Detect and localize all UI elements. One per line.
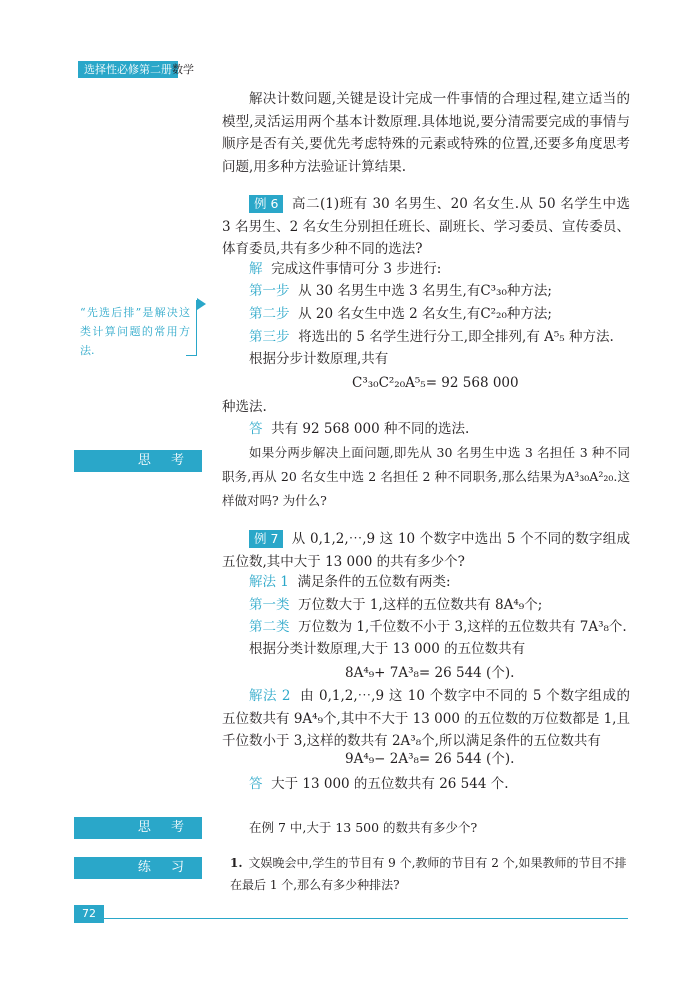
example-7-text: 从 0,1,2,⋯,9 这 10 个数字中选出 5 个不同的数字组成五位数,其中大于 13 000 的共有多少个? (222, 531, 630, 570)
think-1-text: 如果分两步解决上面问题,即先从 30 名男生中选 3 名担任 3 种不同职务,再从 20 名女生中选 2 名担任 2 种不同职务,那么结果为A³₃₀A²₂₀.这样做对吗? 为什么? (222, 445, 630, 508)
class-1-label: 第一类 (249, 597, 290, 613)
exercise-1-text: 文娱晚会中,学生的节目有 9 个,教师的节目有 2 个,如果教师的节目不排在最后 1 个,那么有多少种排法? (230, 856, 627, 892)
practice-bar: 练 习 (74, 857, 202, 879)
exercise-1-number: 1. (230, 856, 243, 870)
example-7-tag: 例 7 (249, 530, 283, 548)
example-6-problem (222, 193, 630, 261)
think-2-text: 在例 7 中,大于 13 500 的数共有多少个? (249, 820, 478, 835)
class-1-text: 万位数大于 1,这样的五位数共有 8A⁴₉个; (298, 597, 543, 613)
exercise-1 (230, 852, 630, 896)
method-2-label: 解法 2 (249, 688, 291, 704)
method-2-text: 由 0,1,2,⋯,9 这 10 个数字中不同的 5 个数字组成的五位数共有 9A⁴₉个,其中不大于 13 000 的五位数的万位数都是 1,且千位数小于 3,这样的数共有 2A³₈个,所以满足条件的五位数共有 (222, 688, 630, 749)
step-1-text: 从 30 名男生中选 3 名男生,有C³₃₀种方法; (298, 283, 552, 299)
step-2-text: 从 20 名女生中选 2 名女生,有C²₂₀种方法; (298, 306, 552, 322)
example-6-text: 高二(1)班有 30 名男生、20 名女生.从 50 名学生中选 3 名男生、2 名女生分别担任班长、副班长、学习委员、宣传委员、体育委员,共有多少种不同的选法? (222, 196, 630, 257)
book-title-tag: 选择性必修第二册 (78, 61, 178, 78)
step-3-text: 将选出的 5 名学生进行分工,即全排列,有 A⁵₅ 种方法. (298, 329, 614, 345)
think-bar-2: 思 考 (74, 817, 202, 839)
method-1-intro (249, 571, 451, 593)
step-1 (249, 280, 552, 302)
think-bar-1: 思 考 (74, 450, 202, 472)
example-6-tail: 种选法. (222, 399, 267, 415)
step-2 (249, 303, 552, 325)
class-2-label: 第二类 (249, 619, 290, 635)
example-6-answer (249, 418, 469, 440)
example-7-answer (249, 773, 509, 795)
method-1-label: 解法 1 (249, 574, 289, 590)
principle-line: 根据分步计数原理,共有 (249, 351, 389, 367)
class-2-text: 万位数为 1,千位数不小于 3,这样的五位数共有 7A³₈个. (298, 619, 627, 635)
subject-label: 数学 (172, 63, 194, 76)
example-6-tag: 例 6 (249, 195, 283, 213)
intro-paragraph: 解决计数问题,关键是设计完成一件事情的合理过程,建立适当的模型,灵活运用两个基本计数原理.具体地说,要分清需要完成的事情与顺序是否有关,要优先考虑特殊的元素或特殊的位置,还要多角度思考问题,用多种方法验证计算结果. (222, 91, 630, 175)
method-2-formula: 9A⁴₉− 2A³₈= 26 544 (个). (345, 751, 515, 767)
step-1-label: 第一步 (249, 283, 290, 299)
side-note: “先选后排”是解决这类计算问题的常用方法. (80, 306, 190, 357)
method-1-principle: 根据分类计数原理,大于 13 000 的五位数共有 (249, 641, 526, 657)
method-1-text: 满足条件的五位数有两类: (297, 574, 451, 590)
side-note-arrow-icon (197, 298, 206, 310)
method-2-paragraph (222, 685, 630, 753)
answer-label-2: 答 (249, 776, 263, 792)
answer-text-2: 大于 13 000 的五位数共有 26 544 个. (271, 776, 509, 792)
class-1 (249, 594, 542, 616)
answer-label: 答 (249, 421, 263, 437)
example-7-problem (222, 528, 630, 573)
step-2-label: 第二步 (249, 306, 290, 322)
example-6-formula: C³₃₀C²₂₀A⁵₅= 92 568 000 (352, 375, 519, 391)
example-6-solution-intro (249, 258, 441, 280)
method-1-formula: 8A⁴₉+ 7A³₈= 26 544 (个). (345, 665, 515, 681)
step-3 (249, 326, 614, 348)
class-2 (249, 616, 627, 638)
solution-label: 解 (249, 261, 263, 277)
answer-text: 共有 92 568 000 种不同的选法. (271, 421, 470, 437)
solution-text: 完成这件事情可分 3 步进行: (271, 261, 442, 277)
step-3-label: 第三步 (249, 329, 290, 345)
footer-rule (104, 918, 628, 919)
side-note-bracket-bottom (186, 355, 196, 356)
page-number: 72 (74, 905, 104, 923)
